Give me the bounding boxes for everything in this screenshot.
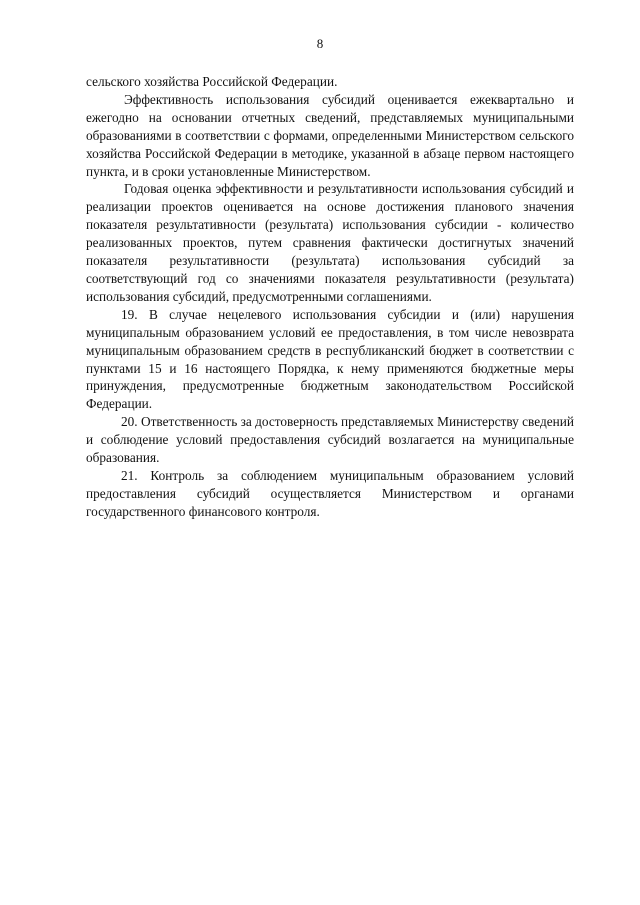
paragraph-annual-evaluation: Годовая оценка эффективности и результативности использования субсидий и реализации проектов оценивается на основе достижения планового значения показателя результативности (результата) использования субсидии - количество реализованных проектов, путем сравнения фактически достигнутых значений показателя результативности (результата) использования субсидий за соответствующий год со значениями показателя результативности (результата) использования субсидий, предусмотренными соглашениями. [86, 181, 574, 304]
paragraph-effectiveness-assessment: Эффективность использования субсидий оценивается ежеквартально и ежегодно на основании отчетных сведений, представляемых муниципальными образованиями в соответствии с формами, определенными Министерством сельского хозяйства Российской Федерации в методике, указанной в абзаце первом настоящего пункта, и в сроки установленные Министерством. [86, 91, 574, 179]
page-number: 8 [316, 36, 324, 51]
paragraph-item-19: 19. В случае нецелевого использования субсидии и (или) нарушения муниципальным образованием условий ее предоставления, в том числе невозврата муниципальным образованием средств в республиканский бюджет в соответствии с пунктами 15 и 16 настоящего Порядка, к нему применяются бюджетные меры принуждения, предусмотренные бюджетным законодательством Российской Федерации. [86, 306, 574, 412]
paragraph-continuation: сельского хозяйства Российской Федерации. [86, 74, 338, 89]
paragraph-item-20: 20. Ответственность за достоверность представляемых Министерству сведений и соблюдение условий предоставления субсидий возлагается на муниципальные образования. [86, 414, 574, 466]
paragraph-item-21: 21. Контроль за соблюдением муниципальным образованием условий предоставления субсидий осуществляется Министерством и органами государственного финансового контроля. [86, 467, 574, 519]
document-body [86, 73, 574, 521]
